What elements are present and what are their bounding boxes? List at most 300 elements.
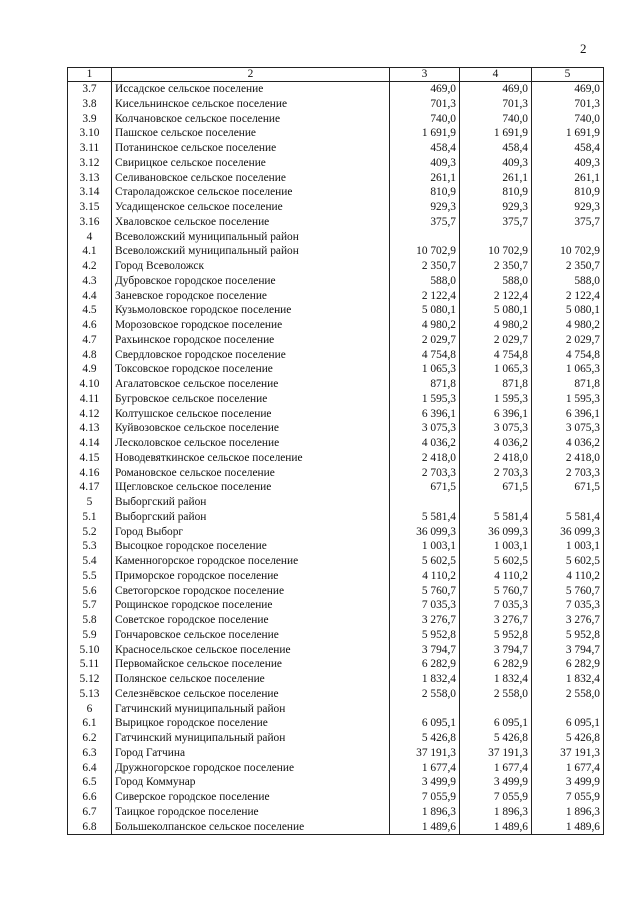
header-cell: 3 <box>390 68 460 82</box>
row-value-col5: 1 003,1 <box>532 539 604 554</box>
row-value-col5: 1 677,4 <box>532 761 604 776</box>
header-cell: 2 <box>112 68 390 82</box>
table-row <box>68 244 604 259</box>
page-number: 2 <box>580 41 587 56</box>
table-row <box>68 805 604 820</box>
row-value-col5: 6 396,1 <box>532 407 604 422</box>
table-row <box>68 303 604 318</box>
table-row <box>68 97 604 112</box>
row-number: 3.14 <box>68 185 112 200</box>
row-name: Город Выборг <box>112 525 390 540</box>
row-value-col4: 740,0 <box>460 112 532 127</box>
row-value-col3: 3 499,9 <box>390 775 460 790</box>
row-value-col4: 5 426,8 <box>460 731 532 746</box>
row-number: 5.2 <box>68 525 112 540</box>
table-row <box>68 554 604 569</box>
row-name: Таицкое городское поселение <box>112 805 390 820</box>
row-name: Селивановское сельское поселение <box>112 171 390 186</box>
row-value-col4: 2 029,7 <box>460 333 532 348</box>
table-row <box>68 731 604 746</box>
row-value-col5: 6 095,1 <box>532 716 604 731</box>
row-value-col3: 4 110,2 <box>390 569 460 584</box>
table-row <box>68 495 604 510</box>
row-value-col4: 3 075,3 <box>460 421 532 436</box>
row-number: 3.12 <box>68 156 112 171</box>
row-value-col4: 3 499,9 <box>460 775 532 790</box>
row-name: Колтушское сельское поселение <box>112 407 390 422</box>
row-value-col5: 5 080,1 <box>532 303 604 318</box>
row-value-col4: 1 595,3 <box>460 392 532 407</box>
table-row <box>68 156 604 171</box>
row-name: Выборгский район <box>112 495 390 510</box>
row-value-col4: 10 702,9 <box>460 244 532 259</box>
row-number: 5.9 <box>68 628 112 643</box>
table-row <box>68 185 604 200</box>
row-number: 5.11 <box>68 657 112 672</box>
row-value-col5: 1 065,3 <box>532 362 604 377</box>
row-number: 6.4 <box>68 761 112 776</box>
row-value-col5: 375,7 <box>532 215 604 230</box>
row-value-col3: 1 065,3 <box>390 362 460 377</box>
row-number: 5.4 <box>68 554 112 569</box>
row-number: 6.5 <box>68 775 112 790</box>
row-value-col4: 2 418,0 <box>460 451 532 466</box>
row-name: Рощинское городское поселение <box>112 598 390 613</box>
row-number: 5.10 <box>68 643 112 658</box>
row-name: Морозовское городское поселение <box>112 318 390 333</box>
row-value-col3: 6 095,1 <box>390 716 460 731</box>
row-value-col4: 1 489,6 <box>460 820 532 835</box>
row-name: Хваловское сельское поселение <box>112 215 390 230</box>
row-value-col3: 5 581,4 <box>390 510 460 525</box>
row-value-col3: 2 029,7 <box>390 333 460 348</box>
row-value-col4: 6 282,9 <box>460 657 532 672</box>
table-row <box>68 584 604 599</box>
row-value-col5: 2 703,3 <box>532 466 604 481</box>
table-row <box>68 362 604 377</box>
row-name: Гатчинский муниципальный район <box>112 702 390 717</box>
row-value-col3: 2 558,0 <box>390 687 460 702</box>
row-name: Рахьинское городское поселение <box>112 333 390 348</box>
row-value-col4 <box>460 495 532 510</box>
row-value-col4: 4 036,2 <box>460 436 532 451</box>
row-value-col5: 5 952,8 <box>532 628 604 643</box>
header-cell: 1 <box>68 68 112 82</box>
row-name: Агалатовское сельское поселение <box>112 377 390 392</box>
row-value-col4: 2 558,0 <box>460 687 532 702</box>
row-name: Город Всеволожск <box>112 259 390 274</box>
row-value-col3: 5 760,7 <box>390 584 460 599</box>
row-value-col4: 5 952,8 <box>460 628 532 643</box>
row-name: Гончаровское сельское поселение <box>112 628 390 643</box>
table-row <box>68 377 604 392</box>
row-value-col5: 810,9 <box>532 185 604 200</box>
row-name: Советское городское поселение <box>112 613 390 628</box>
table-row <box>68 598 604 613</box>
table-row <box>68 746 604 761</box>
table-row <box>68 451 604 466</box>
row-value-col4: 409,3 <box>460 156 532 171</box>
row-value-col4: 1 003,1 <box>460 539 532 554</box>
row-name: Колчановское сельское поселение <box>112 112 390 127</box>
row-value-col3: 1 896,3 <box>390 805 460 820</box>
row-number: 6.7 <box>68 805 112 820</box>
row-number: 4.10 <box>68 377 112 392</box>
table-header-row <box>68 68 604 82</box>
row-name: Полянское сельское поселение <box>112 672 390 687</box>
row-name: Светогорское городское поселение <box>112 584 390 599</box>
row-value-col3: 1 003,1 <box>390 539 460 554</box>
row-name: Вырицкое городское поселение <box>112 716 390 731</box>
row-value-col4: 588,0 <box>460 274 532 289</box>
row-number: 4.12 <box>68 407 112 422</box>
row-value-col5: 3 794,7 <box>532 643 604 658</box>
table-row <box>68 820 604 835</box>
row-value-col4 <box>460 230 532 245</box>
row-number: 3.13 <box>68 171 112 186</box>
row-value-col5: 36 099,3 <box>532 525 604 540</box>
row-value-col5: 3 075,3 <box>532 421 604 436</box>
row-value-col3: 1 677,4 <box>390 761 460 776</box>
row-value-col3: 740,0 <box>390 112 460 127</box>
row-number: 4.6 <box>68 318 112 333</box>
row-number: 4.8 <box>68 348 112 363</box>
row-value-col5: 4 980,2 <box>532 318 604 333</box>
row-value-col3: 871,8 <box>390 377 460 392</box>
row-name: Иссадское сельское поселение <box>112 82 390 97</box>
header-cell: 4 <box>460 68 532 82</box>
table-row <box>68 775 604 790</box>
row-number: 6.1 <box>68 716 112 731</box>
row-name: Высоцкое городское поселение <box>112 539 390 554</box>
row-name: Щегловское сельское поселение <box>112 480 390 495</box>
row-number: 4.1 <box>68 244 112 259</box>
row-number: 6.6 <box>68 790 112 805</box>
row-number: 3.10 <box>68 126 112 141</box>
row-name: Приморское городское поселение <box>112 569 390 584</box>
row-number: 5.3 <box>68 539 112 554</box>
row-name: Кисельнинское сельское поселение <box>112 97 390 112</box>
table-row <box>68 392 604 407</box>
row-value-col5: 2 029,7 <box>532 333 604 348</box>
row-value-col5: 671,5 <box>532 480 604 495</box>
row-number: 5.8 <box>68 613 112 628</box>
row-value-col5: 5 760,7 <box>532 584 604 599</box>
row-value-col5: 2 418,0 <box>532 451 604 466</box>
row-value-col4: 261,1 <box>460 171 532 186</box>
row-value-col3: 671,5 <box>390 480 460 495</box>
row-value-col5: 5 602,5 <box>532 554 604 569</box>
row-value-col5: 458,4 <box>532 141 604 156</box>
row-name: Город Коммунар <box>112 775 390 790</box>
row-name: Каменногорское городское поселение <box>112 554 390 569</box>
row-name: Выборгский район <box>112 510 390 525</box>
row-value-col4: 6 095,1 <box>460 716 532 731</box>
row-value-col3: 588,0 <box>390 274 460 289</box>
row-value-col3: 5 080,1 <box>390 303 460 318</box>
table-row <box>68 215 604 230</box>
header-cell: 5 <box>532 68 604 82</box>
row-name: Гатчинский муниципальный район <box>112 731 390 746</box>
row-number: 4 <box>68 230 112 245</box>
row-value-col4: 4 754,8 <box>460 348 532 363</box>
table-row <box>68 466 604 481</box>
row-number: 3.7 <box>68 82 112 97</box>
row-number: 4.13 <box>68 421 112 436</box>
row-value-col4: 7 055,9 <box>460 790 532 805</box>
row-number: 5.1 <box>68 510 112 525</box>
row-value-col3: 6 282,9 <box>390 657 460 672</box>
row-value-col5: 3 499,9 <box>532 775 604 790</box>
table-row <box>68 333 604 348</box>
row-number: 4.14 <box>68 436 112 451</box>
row-value-col5: 7 035,3 <box>532 598 604 613</box>
row-value-col5: 6 282,9 <box>532 657 604 672</box>
row-value-col5: 2 558,0 <box>532 687 604 702</box>
table-row <box>68 289 604 304</box>
row-value-col5 <box>532 230 604 245</box>
table-row <box>68 613 604 628</box>
row-value-col3: 2 418,0 <box>390 451 460 466</box>
row-value-col4: 5 080,1 <box>460 303 532 318</box>
row-name: Бугровское сельское поселение <box>112 392 390 407</box>
row-value-col3: 2 122,4 <box>390 289 460 304</box>
row-value-col5: 10 702,9 <box>532 244 604 259</box>
row-number: 6 <box>68 702 112 717</box>
row-number: 3.8 <box>68 97 112 112</box>
row-value-col3: 4 036,2 <box>390 436 460 451</box>
row-value-col3: 5 952,8 <box>390 628 460 643</box>
row-name: Большеколпанское сельское поселение <box>112 820 390 835</box>
row-value-col4: 3 276,7 <box>460 613 532 628</box>
row-number: 5 <box>68 495 112 510</box>
row-value-col5: 588,0 <box>532 274 604 289</box>
row-value-col3: 7 055,9 <box>390 790 460 805</box>
table-row <box>68 171 604 186</box>
row-value-col3: 5 602,5 <box>390 554 460 569</box>
row-number: 6.2 <box>68 731 112 746</box>
row-value-col4: 671,5 <box>460 480 532 495</box>
row-value-col5 <box>532 702 604 717</box>
row-value-col3: 3 075,3 <box>390 421 460 436</box>
row-value-col5: 2 350,7 <box>532 259 604 274</box>
row-number: 3.16 <box>68 215 112 230</box>
table-row <box>68 407 604 422</box>
row-value-col4: 7 035,3 <box>460 598 532 613</box>
row-value-col5: 1 832,4 <box>532 672 604 687</box>
table-row <box>68 716 604 731</box>
row-value-col4: 1 832,4 <box>460 672 532 687</box>
row-value-col4: 2 122,4 <box>460 289 532 304</box>
table-row <box>68 687 604 702</box>
row-value-col5: 5 581,4 <box>532 510 604 525</box>
row-value-col4: 375,7 <box>460 215 532 230</box>
row-name: Кузьмоловское городское поселение <box>112 303 390 318</box>
table-row <box>68 200 604 215</box>
row-value-col3: 1 595,3 <box>390 392 460 407</box>
row-value-col3: 409,3 <box>390 156 460 171</box>
row-number: 4.2 <box>68 259 112 274</box>
row-value-col3: 7 035,3 <box>390 598 460 613</box>
row-value-col5: 37 191,3 <box>532 746 604 761</box>
row-value-col3: 375,7 <box>390 215 460 230</box>
row-value-col4: 5 602,5 <box>460 554 532 569</box>
row-name: Свердловское городское поселение <box>112 348 390 363</box>
row-value-col3: 2 350,7 <box>390 259 460 274</box>
row-value-col3: 929,3 <box>390 200 460 215</box>
row-value-col5: 3 276,7 <box>532 613 604 628</box>
row-value-col4: 5 760,7 <box>460 584 532 599</box>
row-value-col3: 1 832,4 <box>390 672 460 687</box>
row-value-col5: 4 036,2 <box>532 436 604 451</box>
row-value-col4: 1 896,3 <box>460 805 532 820</box>
table-row <box>68 112 604 127</box>
row-number: 6.3 <box>68 746 112 761</box>
row-value-col4: 1 677,4 <box>460 761 532 776</box>
row-value-col4: 4 980,2 <box>460 318 532 333</box>
row-name: Всеволожский муниципальный район <box>112 244 390 259</box>
row-value-col5: 1 595,3 <box>532 392 604 407</box>
row-value-col4: 4 110,2 <box>460 569 532 584</box>
row-value-col3: 3 794,7 <box>390 643 460 658</box>
table-row <box>68 126 604 141</box>
row-value-col4: 6 396,1 <box>460 407 532 422</box>
row-value-col4: 929,3 <box>460 200 532 215</box>
table-row <box>68 525 604 540</box>
row-value-col4: 1 065,3 <box>460 362 532 377</box>
row-value-col5: 261,1 <box>532 171 604 186</box>
row-name: Лесколовское сельское поселение <box>112 436 390 451</box>
row-number: 5.5 <box>68 569 112 584</box>
row-value-col5: 2 122,4 <box>532 289 604 304</box>
row-number: 4.11 <box>68 392 112 407</box>
row-value-col4: 1 691,9 <box>460 126 532 141</box>
row-number: 4.4 <box>68 289 112 304</box>
row-name: Новодевяткинское сельское поселение <box>112 451 390 466</box>
row-value-col5: 469,0 <box>532 82 604 97</box>
row-number: 3.9 <box>68 112 112 127</box>
row-value-col3: 4 754,8 <box>390 348 460 363</box>
row-number: 6.8 <box>68 820 112 835</box>
row-name: Заневское городское поселение <box>112 289 390 304</box>
row-value-col3: 810,9 <box>390 185 460 200</box>
table-row <box>68 790 604 805</box>
table-row <box>68 274 604 289</box>
row-name: Всеволожский муниципальный район <box>112 230 390 245</box>
row-number: 4.5 <box>68 303 112 318</box>
row-value-col4: 458,4 <box>460 141 532 156</box>
table-row <box>68 657 604 672</box>
row-name: Пашское сельское поселение <box>112 126 390 141</box>
table-row <box>68 569 604 584</box>
row-value-col4: 37 191,3 <box>460 746 532 761</box>
table-row <box>68 421 604 436</box>
row-value-col4: 2 703,3 <box>460 466 532 481</box>
row-number: 5.12 <box>68 672 112 687</box>
row-number: 3.15 <box>68 200 112 215</box>
row-value-col5: 5 426,8 <box>532 731 604 746</box>
row-value-col3 <box>390 495 460 510</box>
budget-table <box>67 67 604 835</box>
row-value-col3 <box>390 230 460 245</box>
table-row <box>68 82 604 97</box>
row-number: 4.15 <box>68 451 112 466</box>
row-value-col4 <box>460 702 532 717</box>
row-value-col3: 10 702,9 <box>390 244 460 259</box>
row-name: Дубровское городское поселение <box>112 274 390 289</box>
table-row <box>68 436 604 451</box>
row-value-col3: 1 489,6 <box>390 820 460 835</box>
row-value-col4: 701,3 <box>460 97 532 112</box>
table-row <box>68 480 604 495</box>
row-value-col3: 6 396,1 <box>390 407 460 422</box>
row-name: Сиверское городское поселение <box>112 790 390 805</box>
row-name: Потанинское сельское поселение <box>112 141 390 156</box>
row-value-col5: 701,3 <box>532 97 604 112</box>
row-number: 4.9 <box>68 362 112 377</box>
row-name: Первомайское сельское поселение <box>112 657 390 672</box>
row-value-col5: 7 055,9 <box>532 790 604 805</box>
row-value-col5 <box>532 495 604 510</box>
table-row <box>68 672 604 687</box>
table-row <box>68 259 604 274</box>
row-value-col5: 4 110,2 <box>532 569 604 584</box>
row-number: 5.13 <box>68 687 112 702</box>
row-value-col3: 4 980,2 <box>390 318 460 333</box>
row-name: Усадищенское сельское поселение <box>112 200 390 215</box>
row-number: 4.3 <box>68 274 112 289</box>
row-name: Романовское сельское поселение <box>112 466 390 481</box>
table-row <box>68 510 604 525</box>
table-row <box>68 628 604 643</box>
row-value-col5: 871,8 <box>532 377 604 392</box>
row-value-col5: 1 691,9 <box>532 126 604 141</box>
row-number: 4.17 <box>68 480 112 495</box>
row-name: Свирицкое сельское поселение <box>112 156 390 171</box>
row-value-col3: 5 426,8 <box>390 731 460 746</box>
row-value-col5: 740,0 <box>532 112 604 127</box>
row-value-col3: 2 703,3 <box>390 466 460 481</box>
row-value-col4: 2 350,7 <box>460 259 532 274</box>
row-name: Красносельское сельское поселение <box>112 643 390 658</box>
row-name: Куйвозовское сельское поселение <box>112 421 390 436</box>
row-name: Селезнёвское сельское поселение <box>112 687 390 702</box>
row-value-col3: 36 099,3 <box>390 525 460 540</box>
row-name: Токсовское городское поселение <box>112 362 390 377</box>
row-value-col5: 1 489,6 <box>532 820 604 835</box>
row-value-col3: 37 191,3 <box>390 746 460 761</box>
row-number: 4.7 <box>68 333 112 348</box>
row-number: 4.16 <box>68 466 112 481</box>
row-value-col4: 810,9 <box>460 185 532 200</box>
row-value-col5: 929,3 <box>532 200 604 215</box>
row-value-col5: 4 754,8 <box>532 348 604 363</box>
row-number: 3.11 <box>68 141 112 156</box>
row-value-col5: 409,3 <box>532 156 604 171</box>
row-value-col3: 261,1 <box>390 171 460 186</box>
row-value-col3: 469,0 <box>390 82 460 97</box>
row-value-col3: 3 276,7 <box>390 613 460 628</box>
row-name: Дружногорское городское поселение <box>112 761 390 776</box>
row-value-col3: 1 691,9 <box>390 126 460 141</box>
row-value-col3 <box>390 702 460 717</box>
row-name: Староладожское сельское поселение <box>112 185 390 200</box>
row-number: 5.6 <box>68 584 112 599</box>
table-row <box>68 348 604 363</box>
table-row <box>68 539 604 554</box>
row-name: Город Гатчина <box>112 746 390 761</box>
row-value-col4: 36 099,3 <box>460 525 532 540</box>
